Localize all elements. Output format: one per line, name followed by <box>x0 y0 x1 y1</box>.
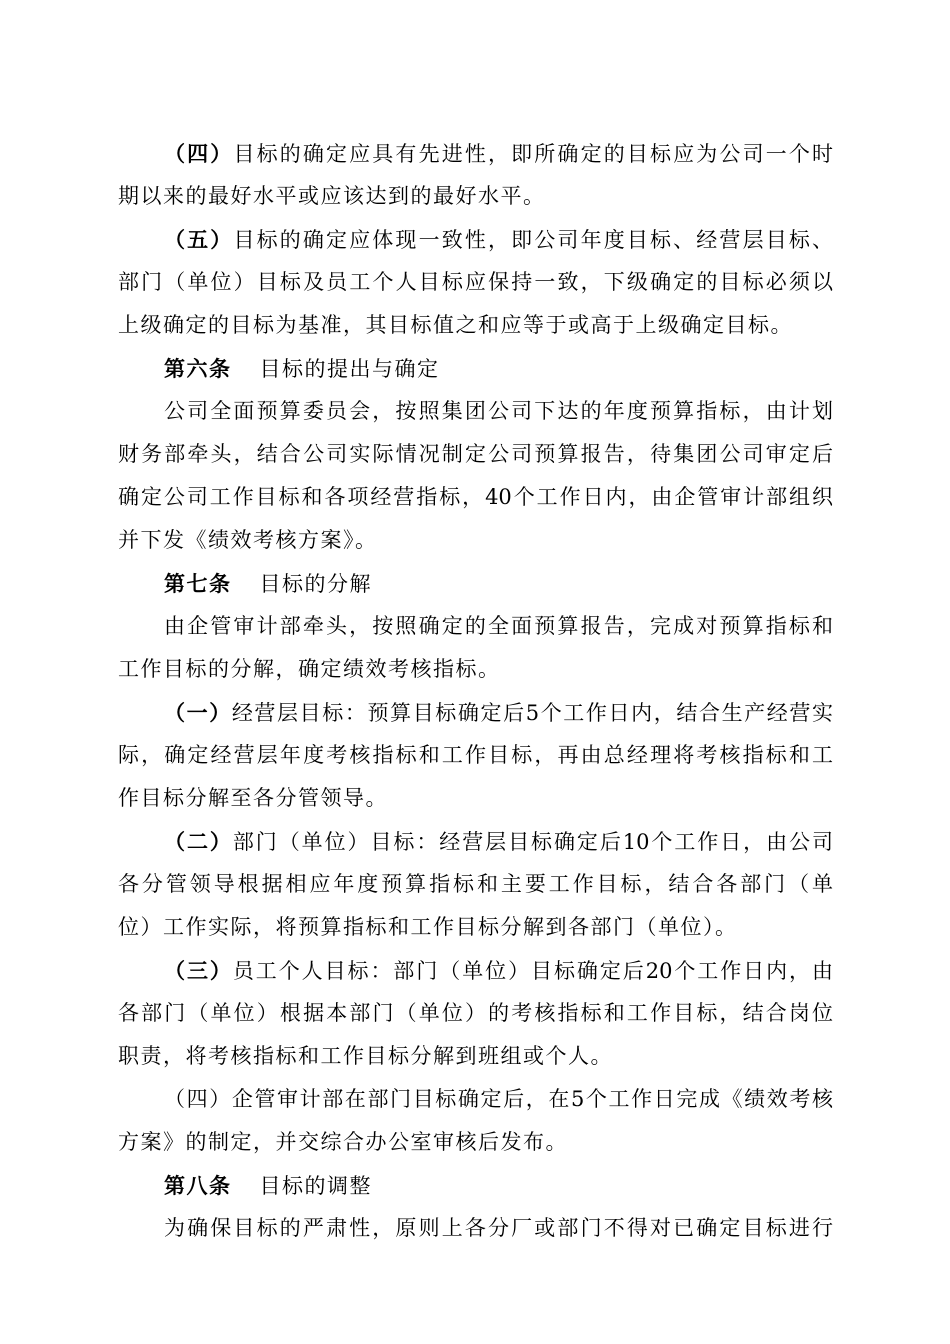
paragraph-text: 为确保目标的严肃性，原则上各分厂或部门不得对已确定目标进行 <box>164 1216 833 1240</box>
paragraph-text: 方案》的制定，并交综合办公室审核后发布。 <box>118 1130 568 1154</box>
article-title: 目标的分解 <box>259 572 372 596</box>
paragraph-line <box>118 519 833 562</box>
item-number: （五） <box>164 227 234 252</box>
paragraph-text: 期以来的最好水平或应该达到的最好水平。 <box>118 184 546 208</box>
paragraph-line <box>118 734 833 777</box>
paragraph-text: 员工个人目标：部门（单位）目标确定后20个工作日内，由 <box>232 959 833 983</box>
paragraph-text: 目标的确定应具有先进性，即所确定的目标应为公司一个时 <box>233 142 834 166</box>
item-number: （四） <box>164 141 234 166</box>
article-title: 目标的调整 <box>259 1174 372 1198</box>
paragraph-line <box>118 906 833 949</box>
paragraph-line <box>118 992 833 1035</box>
paragraph-text: 并下发《绩效考核方案》。 <box>118 528 378 552</box>
paragraph-text: 位）工作实际，将预算指标和工作目标分解到各部门（单位）。 <box>118 915 738 939</box>
paragraph-text: 职责，将考核指标和工作目标分解到班组或个人。 <box>118 1044 613 1068</box>
paragraph-line <box>118 820 833 863</box>
paragraph-line <box>118 1035 833 1078</box>
article-title: 目标的提出与确定 <box>259 357 440 381</box>
article-heading <box>118 347 833 390</box>
paragraph-line <box>118 949 833 992</box>
paragraph-text: 目标的确定应体现一致性，即公司年度目标、经营层目标、 <box>233 228 834 252</box>
paragraph-text: 际，确定经营层年度考核指标和工作目标，再由总经理将考核指标和工 <box>118 743 833 767</box>
paragraph-text: 工作目标的分解，确定绩效考核指标。 <box>118 657 501 681</box>
paragraph-text: 各分管领导根据相应年度预算指标和主要工作目标，结合各部门（单 <box>118 872 833 896</box>
paragraph-line <box>118 691 833 734</box>
paragraph-text: 公司全面预算委员会，按照集团公司下达的年度预算指标，由计划 <box>164 399 833 423</box>
paragraph-line <box>118 132 833 175</box>
paragraph-line <box>118 261 833 304</box>
paragraph-line <box>118 390 833 433</box>
paragraph-text: 财务部牵头，结合公司实际情况制定公司预算报告，待集团公司审定后 <box>118 442 833 466</box>
paragraph-text: 部门（单位）目标及员工个人目标应保持一致，下级确定的目标必须以 <box>118 270 833 294</box>
article-number: 第八条 <box>164 1173 232 1198</box>
article-number: 第七条 <box>164 571 232 596</box>
item-number: （一） <box>164 700 232 725</box>
paragraph-line <box>118 175 833 218</box>
paragraph-text: 经营层目标：预算目标确定后5个工作日内，结合生产经营实 <box>231 701 834 725</box>
paragraph-text: 上级确定的目标为基准，其目标值之和应等于或高于上级确定目标。 <box>118 313 793 337</box>
paragraph-line <box>118 304 833 347</box>
paragraph-line <box>118 1121 833 1164</box>
paragraph-text: 确定公司工作目标和各项经营指标，40个工作日内，由企管审计部组织 <box>118 485 833 509</box>
article-heading <box>118 562 833 605</box>
paragraph-text: （四）企管审计部在部门目标确定后，在5个工作日完成《绩效考核 <box>164 1087 833 1111</box>
paragraph-line <box>118 1207 833 1250</box>
paragraph-line <box>118 648 833 691</box>
paragraph-text: 由企管审计部牵头，按照确定的全面预算报告，完成对预算指标和 <box>164 614 833 638</box>
paragraph-text: 各部门（单位）根据本部门（单位）的考核指标和工作目标，结合岗位 <box>118 1001 833 1025</box>
paragraph-line <box>118 777 833 820</box>
paragraph-line <box>118 433 833 476</box>
paragraph-text: 作目标分解至各分管领导。 <box>118 786 388 810</box>
paragraph-text: 部门（单位）目标：经营层目标确定后10个工作日，由公司 <box>232 830 833 854</box>
paragraph-line <box>118 863 833 906</box>
item-number: （三） <box>164 958 233 983</box>
article-number: 第六条 <box>164 356 232 381</box>
item-number: （二） <box>164 829 233 854</box>
paragraph-line <box>118 218 833 261</box>
paragraph-line <box>118 1078 833 1121</box>
article-heading <box>118 1164 833 1207</box>
document-body <box>118 132 833 1250</box>
paragraph-line <box>118 476 833 519</box>
paragraph-line <box>118 605 833 648</box>
